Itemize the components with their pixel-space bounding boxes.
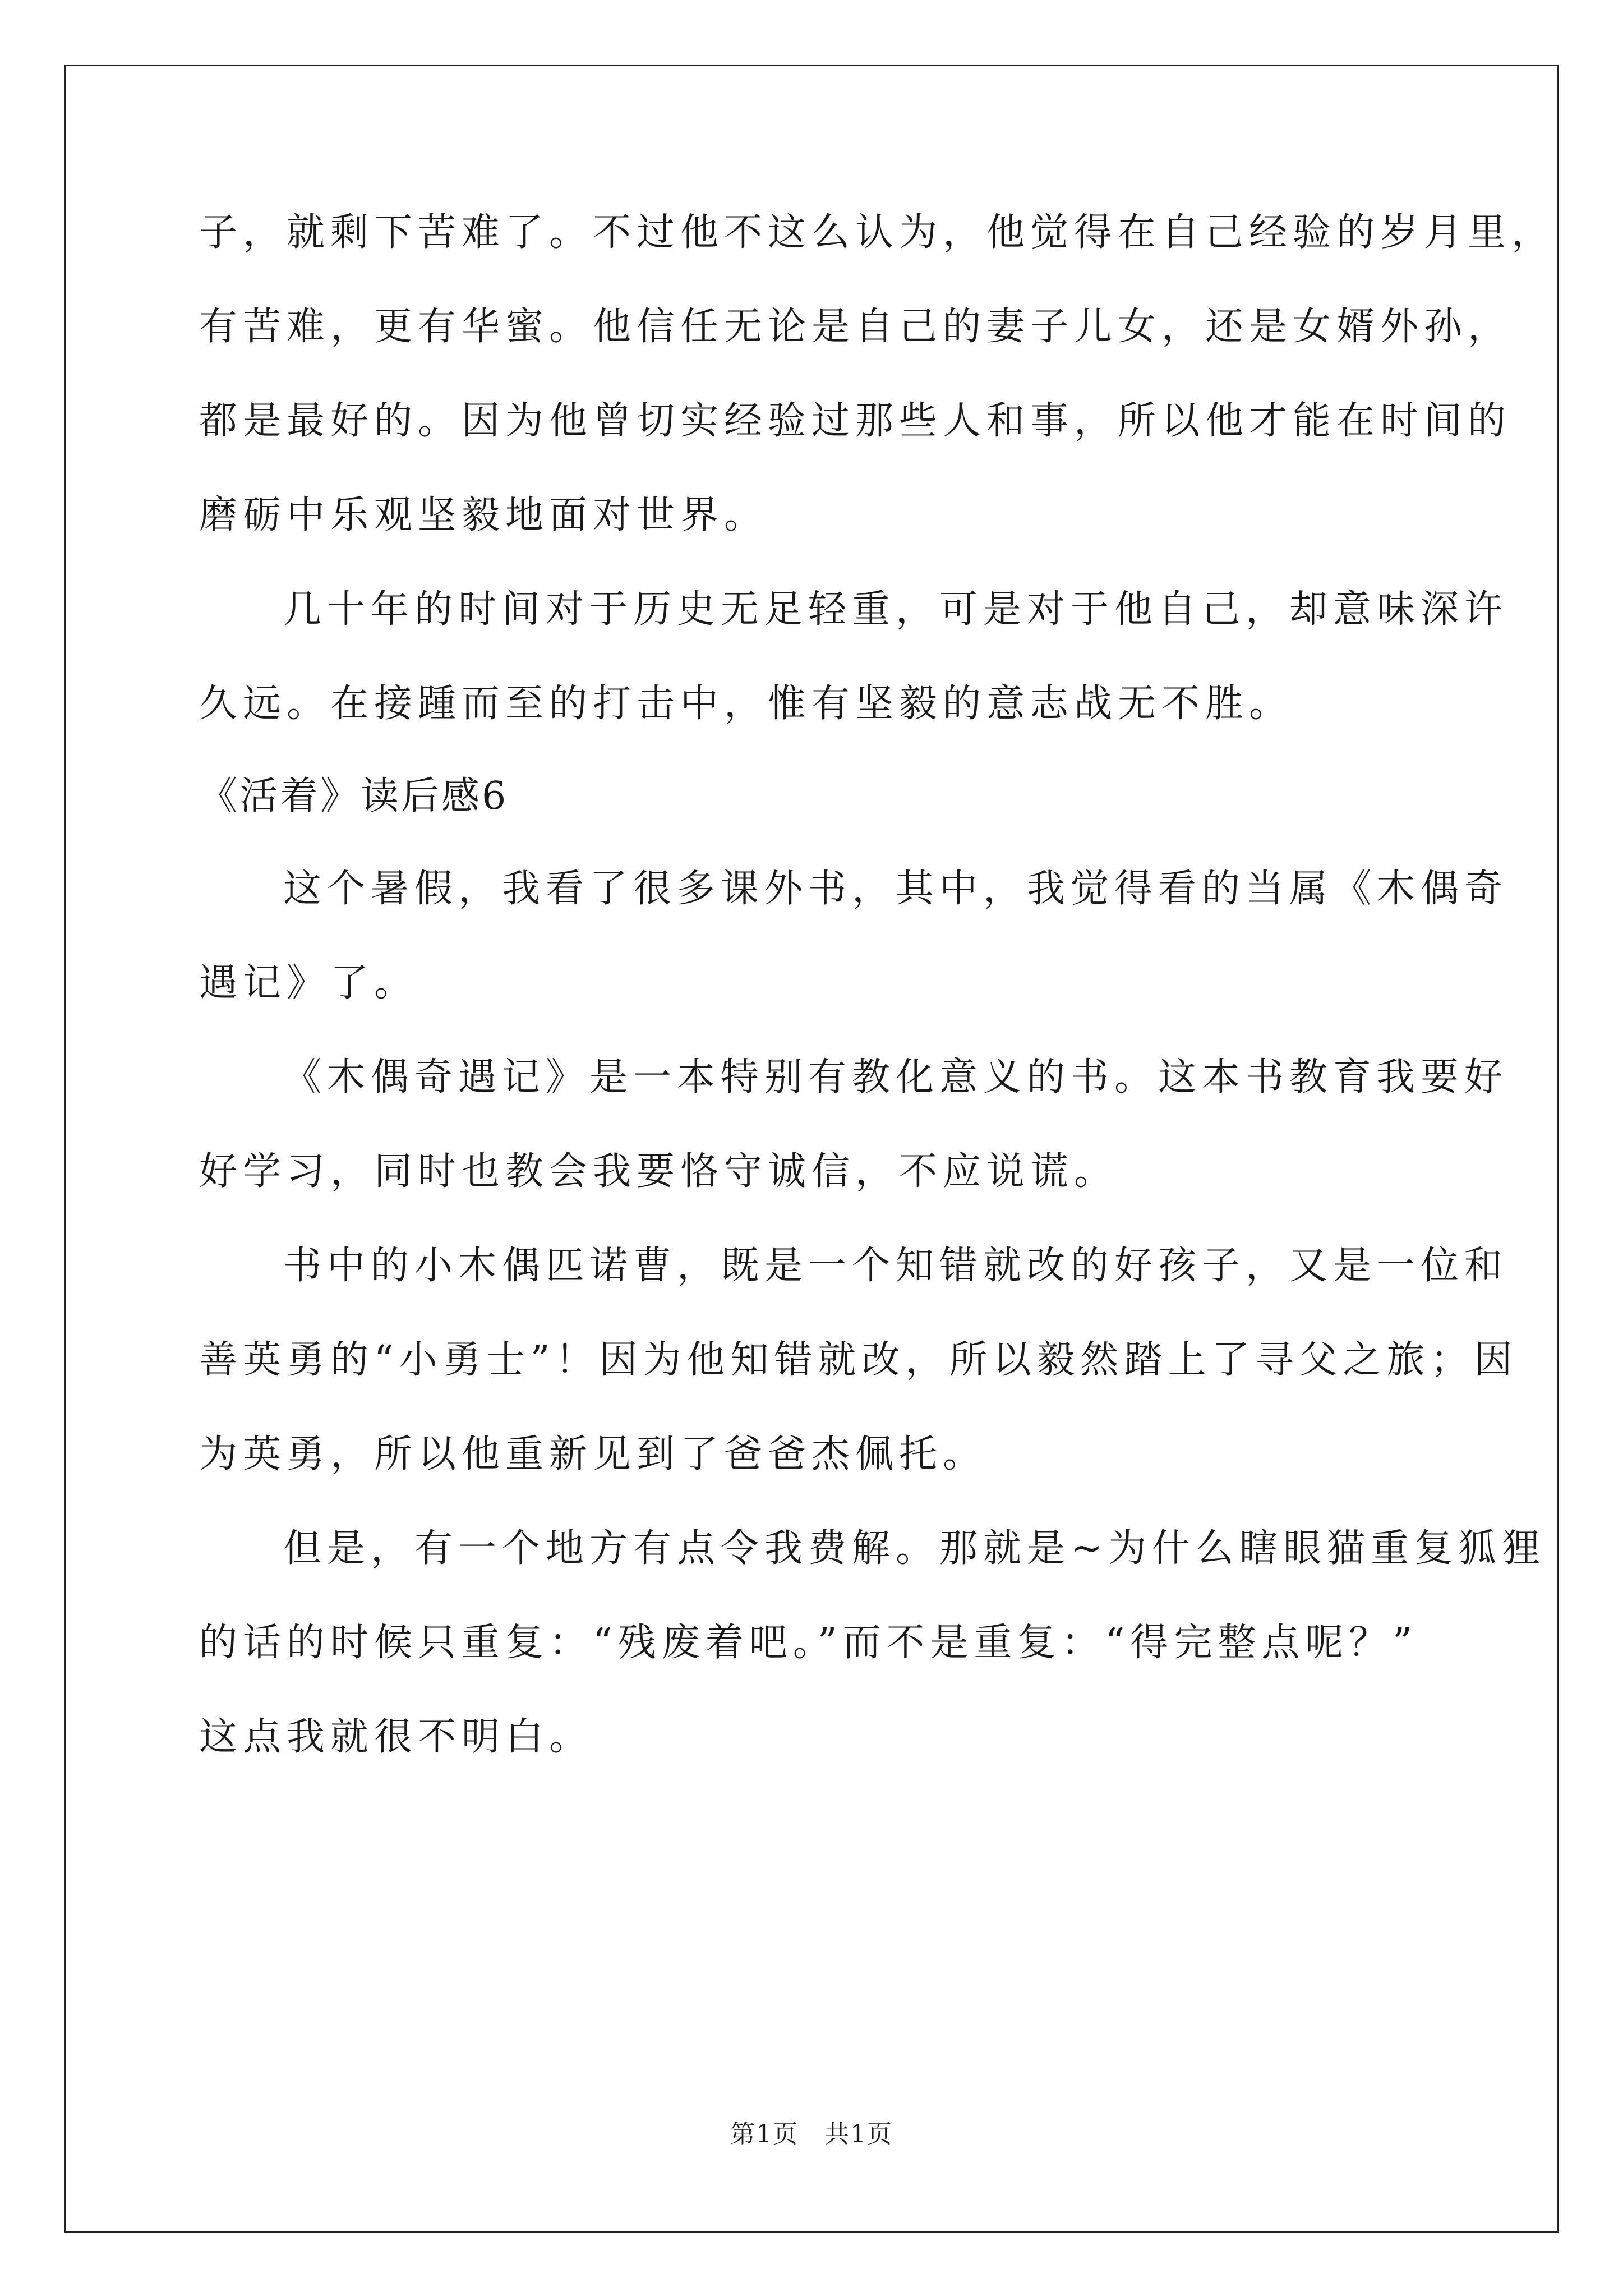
paragraph-line: 书中的小木偶匹诺曹，既是一个知错就改的好孩子，又是一位和: [283, 1244, 1509, 1288]
page-number: 第1页: [730, 2120, 799, 2148]
paragraph-line: 有苦难，更有华蜜。他信任无论是自己的妻子儿女，还是女婿外孙，: [199, 305, 1512, 349]
paragraph-line: 这点我就很不明白。: [199, 1715, 593, 1759]
page-total: 共1页: [824, 2120, 893, 2148]
paragraph-line: 这个暑假，我看了很多课外书，其中，我觉得看的当属《木偶奇: [283, 867, 1509, 911]
paragraph-line: 遇记》了。: [199, 961, 418, 1005]
paragraph-line: 久远。在接踵而至的打击中，惟有坚毅的意志战无不胜。: [199, 682, 1293, 726]
paragraph-line: 都是最好的。因为他曾切实经验过那些人和事，所以他才能在时间的: [199, 399, 1512, 443]
section-heading: 《活着》读后感6: [199, 774, 509, 818]
paragraph-line: 的话的时候只重复：“残废着吧。”而不是重复：“得完整点呢？”: [199, 1621, 1418, 1665]
paragraph-line: 但是，有一个地方有点令我费解。那就是~为什么瞎眼猫重复狐狸: [283, 1526, 1546, 1571]
paragraph-line: 子，就剩下苦难了。不过他不这么认为，他觉得在自己经验的岁月里，: [199, 210, 1556, 255]
paragraph-line: 磨砺中乐观坚毅地面对世界。: [199, 493, 768, 537]
paragraph-line: 为英勇，所以他重新见到了爸爸杰佩托。: [199, 1432, 987, 1476]
paragraph-line: 善英勇的“小勇士”！因为他知错就改，所以毅然踏上了寻父之旅；因: [199, 1338, 1518, 1382]
paragraph-line: 好学习，同时也教会我要恪守诚信，不应说谎。: [199, 1149, 1118, 1194]
page-footer: [0, 2118, 1623, 2151]
paragraph-line: 几十年的时间对于历史无足轻重，可是对于他自己，却意味深许: [283, 587, 1509, 632]
paragraph-line: 《木偶奇遇记》是一本特别有教化意义的书。这本书教育我要好: [283, 1055, 1509, 1099]
